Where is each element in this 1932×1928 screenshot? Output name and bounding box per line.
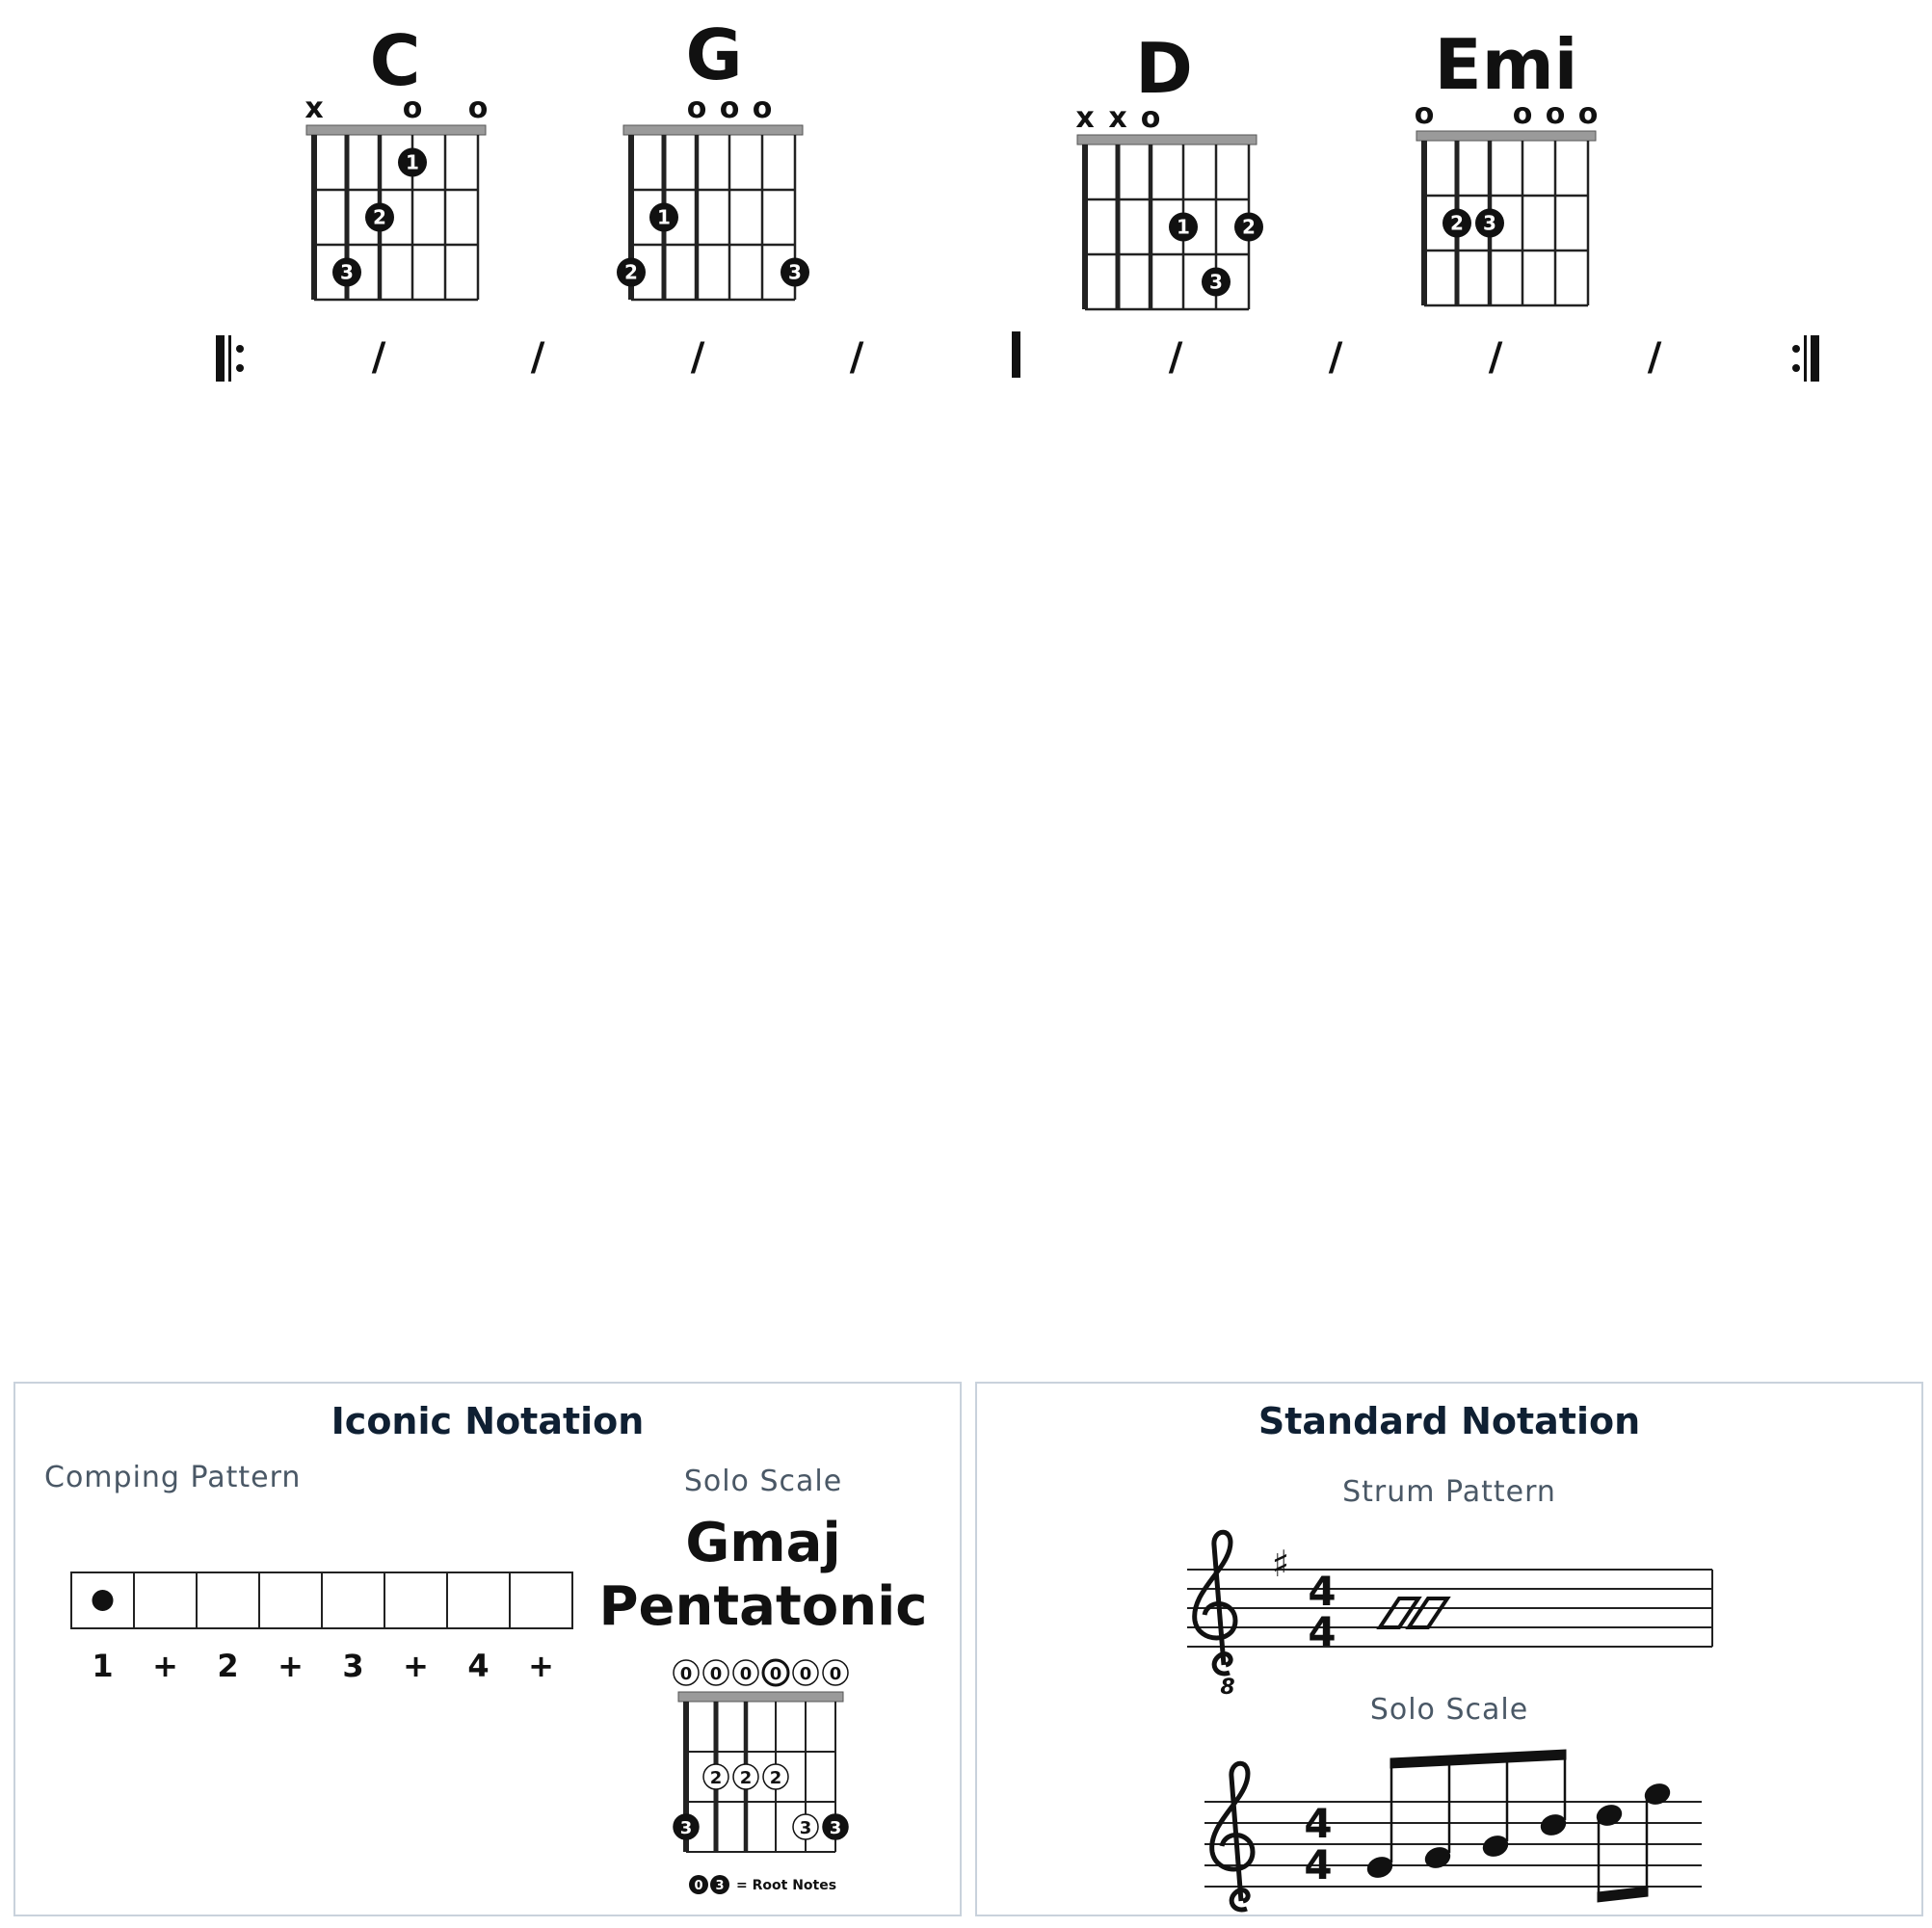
rhythm-line bbox=[216, 331, 1819, 382]
treble-clef-icon bbox=[1212, 1763, 1253, 1910]
solo-time-sig-top: 4 bbox=[1304, 1800, 1333, 1847]
solo-time-sig-bottom: 4 bbox=[1304, 1841, 1333, 1888]
time-sig-bottom: 4 bbox=[1308, 1608, 1337, 1655]
open-note-label: 0 bbox=[709, 1664, 723, 1684]
beat-cell bbox=[197, 1572, 259, 1628]
scale-notes bbox=[1364, 1750, 1672, 1902]
time-sig-top: 4 bbox=[1308, 1568, 1337, 1615]
legend-root-label: 3 bbox=[715, 1879, 725, 1893]
finger-number: 2 bbox=[624, 260, 638, 284]
open-string-marker: o bbox=[686, 92, 707, 125]
sharp-sign: ♯ bbox=[1271, 1543, 1290, 1585]
beat-slash: / bbox=[1328, 335, 1343, 380]
beat-count: + bbox=[152, 1648, 178, 1684]
scale-note-label: 3 bbox=[679, 1818, 693, 1838]
standard-title: Standard Notation bbox=[1257, 1400, 1641, 1442]
repeat-dot bbox=[236, 364, 244, 372]
comping-grid bbox=[71, 1572, 572, 1684]
chord-d bbox=[1075, 28, 1263, 309]
root-notes-legend bbox=[689, 1875, 836, 1894]
hit-dot bbox=[93, 1590, 114, 1611]
beat-slash: / bbox=[530, 335, 545, 380]
beat-slash: / bbox=[371, 335, 386, 380]
beat-count: 4 bbox=[467, 1648, 490, 1684]
chord-name: G bbox=[685, 14, 743, 95]
nut bbox=[678, 1692, 843, 1702]
beat-cell bbox=[259, 1572, 322, 1628]
scale-note-label: 2 bbox=[739, 1768, 753, 1788]
beat-cell bbox=[510, 1572, 572, 1628]
strum-staff bbox=[1187, 1532, 1712, 1700]
muted-string-marker: x bbox=[1108, 101, 1127, 135]
repeat-dot bbox=[236, 345, 244, 353]
scale-note-label: 2 bbox=[709, 1768, 723, 1788]
chord-name: C bbox=[369, 20, 421, 101]
strum-pattern-label: Strum Pattern bbox=[1342, 1475, 1556, 1509]
open-note-label: 0 bbox=[799, 1664, 812, 1684]
open-note-label: 0 bbox=[679, 1664, 693, 1684]
finger-number: 1 bbox=[657, 205, 671, 229]
muted-string-marker: x bbox=[1075, 101, 1095, 135]
finger-number: 2 bbox=[373, 205, 386, 229]
repeat-dot bbox=[1792, 364, 1800, 372]
finger-number: 2 bbox=[1450, 211, 1464, 235]
open-string-marker: o bbox=[1577, 97, 1599, 131]
finger-number: 2 bbox=[1242, 215, 1256, 239]
beat-slash: / bbox=[849, 335, 864, 380]
open-string-marker: o bbox=[1414, 97, 1435, 131]
chord-chart bbox=[0, 0, 1932, 405]
solo-scale-staff bbox=[1204, 1750, 1702, 1910]
beat-count: 1 bbox=[92, 1648, 114, 1684]
open-string-marker: o bbox=[1140, 101, 1161, 135]
beat-count: + bbox=[278, 1648, 304, 1684]
nut bbox=[1416, 131, 1596, 141]
chord-emi bbox=[1415, 24, 1599, 305]
scale-name-line2: Pentatonic bbox=[598, 1575, 928, 1638]
standard-solo-scale-label: Solo Scale bbox=[1369, 1693, 1529, 1727]
beat-cell bbox=[384, 1572, 447, 1628]
open-string-marker: o bbox=[719, 92, 740, 125]
repeat-end-thin bbox=[1804, 335, 1807, 382]
standard-notation-panel bbox=[975, 1382, 1923, 1916]
nut bbox=[1077, 135, 1257, 145]
bar-line bbox=[1012, 331, 1020, 378]
finger-number: 1 bbox=[406, 150, 419, 174]
repeat-end-bar bbox=[1811, 335, 1819, 382]
scale-note-label: 2 bbox=[769, 1768, 782, 1788]
legend-root-label: 0 bbox=[694, 1879, 703, 1893]
repeat-dot bbox=[1792, 345, 1800, 353]
open-note-label: 0 bbox=[769, 1664, 782, 1684]
beat-slash: / bbox=[690, 335, 705, 380]
comping-pattern-label: Comping Pattern bbox=[44, 1461, 302, 1494]
solo-scale-label: Solo Scale bbox=[683, 1465, 843, 1498]
beat-slash: / bbox=[1488, 335, 1503, 380]
beat-cell bbox=[447, 1572, 510, 1628]
scale-name-line1: Gmaj bbox=[685, 1512, 841, 1574]
chord-g bbox=[617, 14, 809, 300]
beat-cell bbox=[134, 1572, 197, 1628]
open-string-marker: o bbox=[1545, 97, 1566, 131]
beat-count: 3 bbox=[342, 1648, 364, 1684]
beat-cell bbox=[322, 1572, 384, 1628]
scale-diagram bbox=[674, 1660, 848, 1852]
open-note-label: 0 bbox=[829, 1664, 842, 1684]
scale-note-label: 3 bbox=[799, 1818, 812, 1838]
finger-number: 3 bbox=[340, 260, 354, 284]
octave-mark: 8 bbox=[1220, 1676, 1235, 1700]
nut bbox=[623, 125, 803, 135]
finger-number: 3 bbox=[1209, 270, 1223, 294]
open-string-marker: o bbox=[1512, 97, 1533, 131]
chord-c bbox=[304, 20, 488, 300]
beat-count: 2 bbox=[217, 1648, 239, 1684]
open-note-label: 0 bbox=[739, 1664, 753, 1684]
iconic-title: Iconic Notation bbox=[331, 1400, 645, 1442]
root-notes-legend-text: = Root Notes bbox=[736, 1878, 837, 1893]
open-string-marker: o bbox=[402, 92, 423, 125]
open-string-marker: o bbox=[467, 92, 489, 125]
finger-number: 3 bbox=[788, 260, 802, 284]
repeat-start-thin bbox=[228, 335, 231, 382]
chord-name: D bbox=[1135, 28, 1193, 109]
open-string-marker: o bbox=[752, 92, 773, 125]
beat-slash: / bbox=[1647, 335, 1662, 380]
chord-name: Emi bbox=[1434, 24, 1578, 105]
finger-number: 3 bbox=[1483, 211, 1496, 235]
repeat-start-bar bbox=[216, 335, 225, 382]
iconic-notation-panel bbox=[13, 1382, 962, 1916]
muted-string-marker: x bbox=[304, 92, 324, 125]
treble-clef-icon bbox=[1195, 1532, 1235, 1674]
finger-number: 1 bbox=[1177, 215, 1190, 239]
scale-note-label: 3 bbox=[829, 1818, 842, 1838]
strum-slashes bbox=[1380, 1598, 1447, 1627]
beat-slash: / bbox=[1168, 335, 1183, 380]
beat-count: + bbox=[528, 1648, 554, 1684]
beat-count: + bbox=[403, 1648, 429, 1684]
nut bbox=[306, 125, 486, 135]
